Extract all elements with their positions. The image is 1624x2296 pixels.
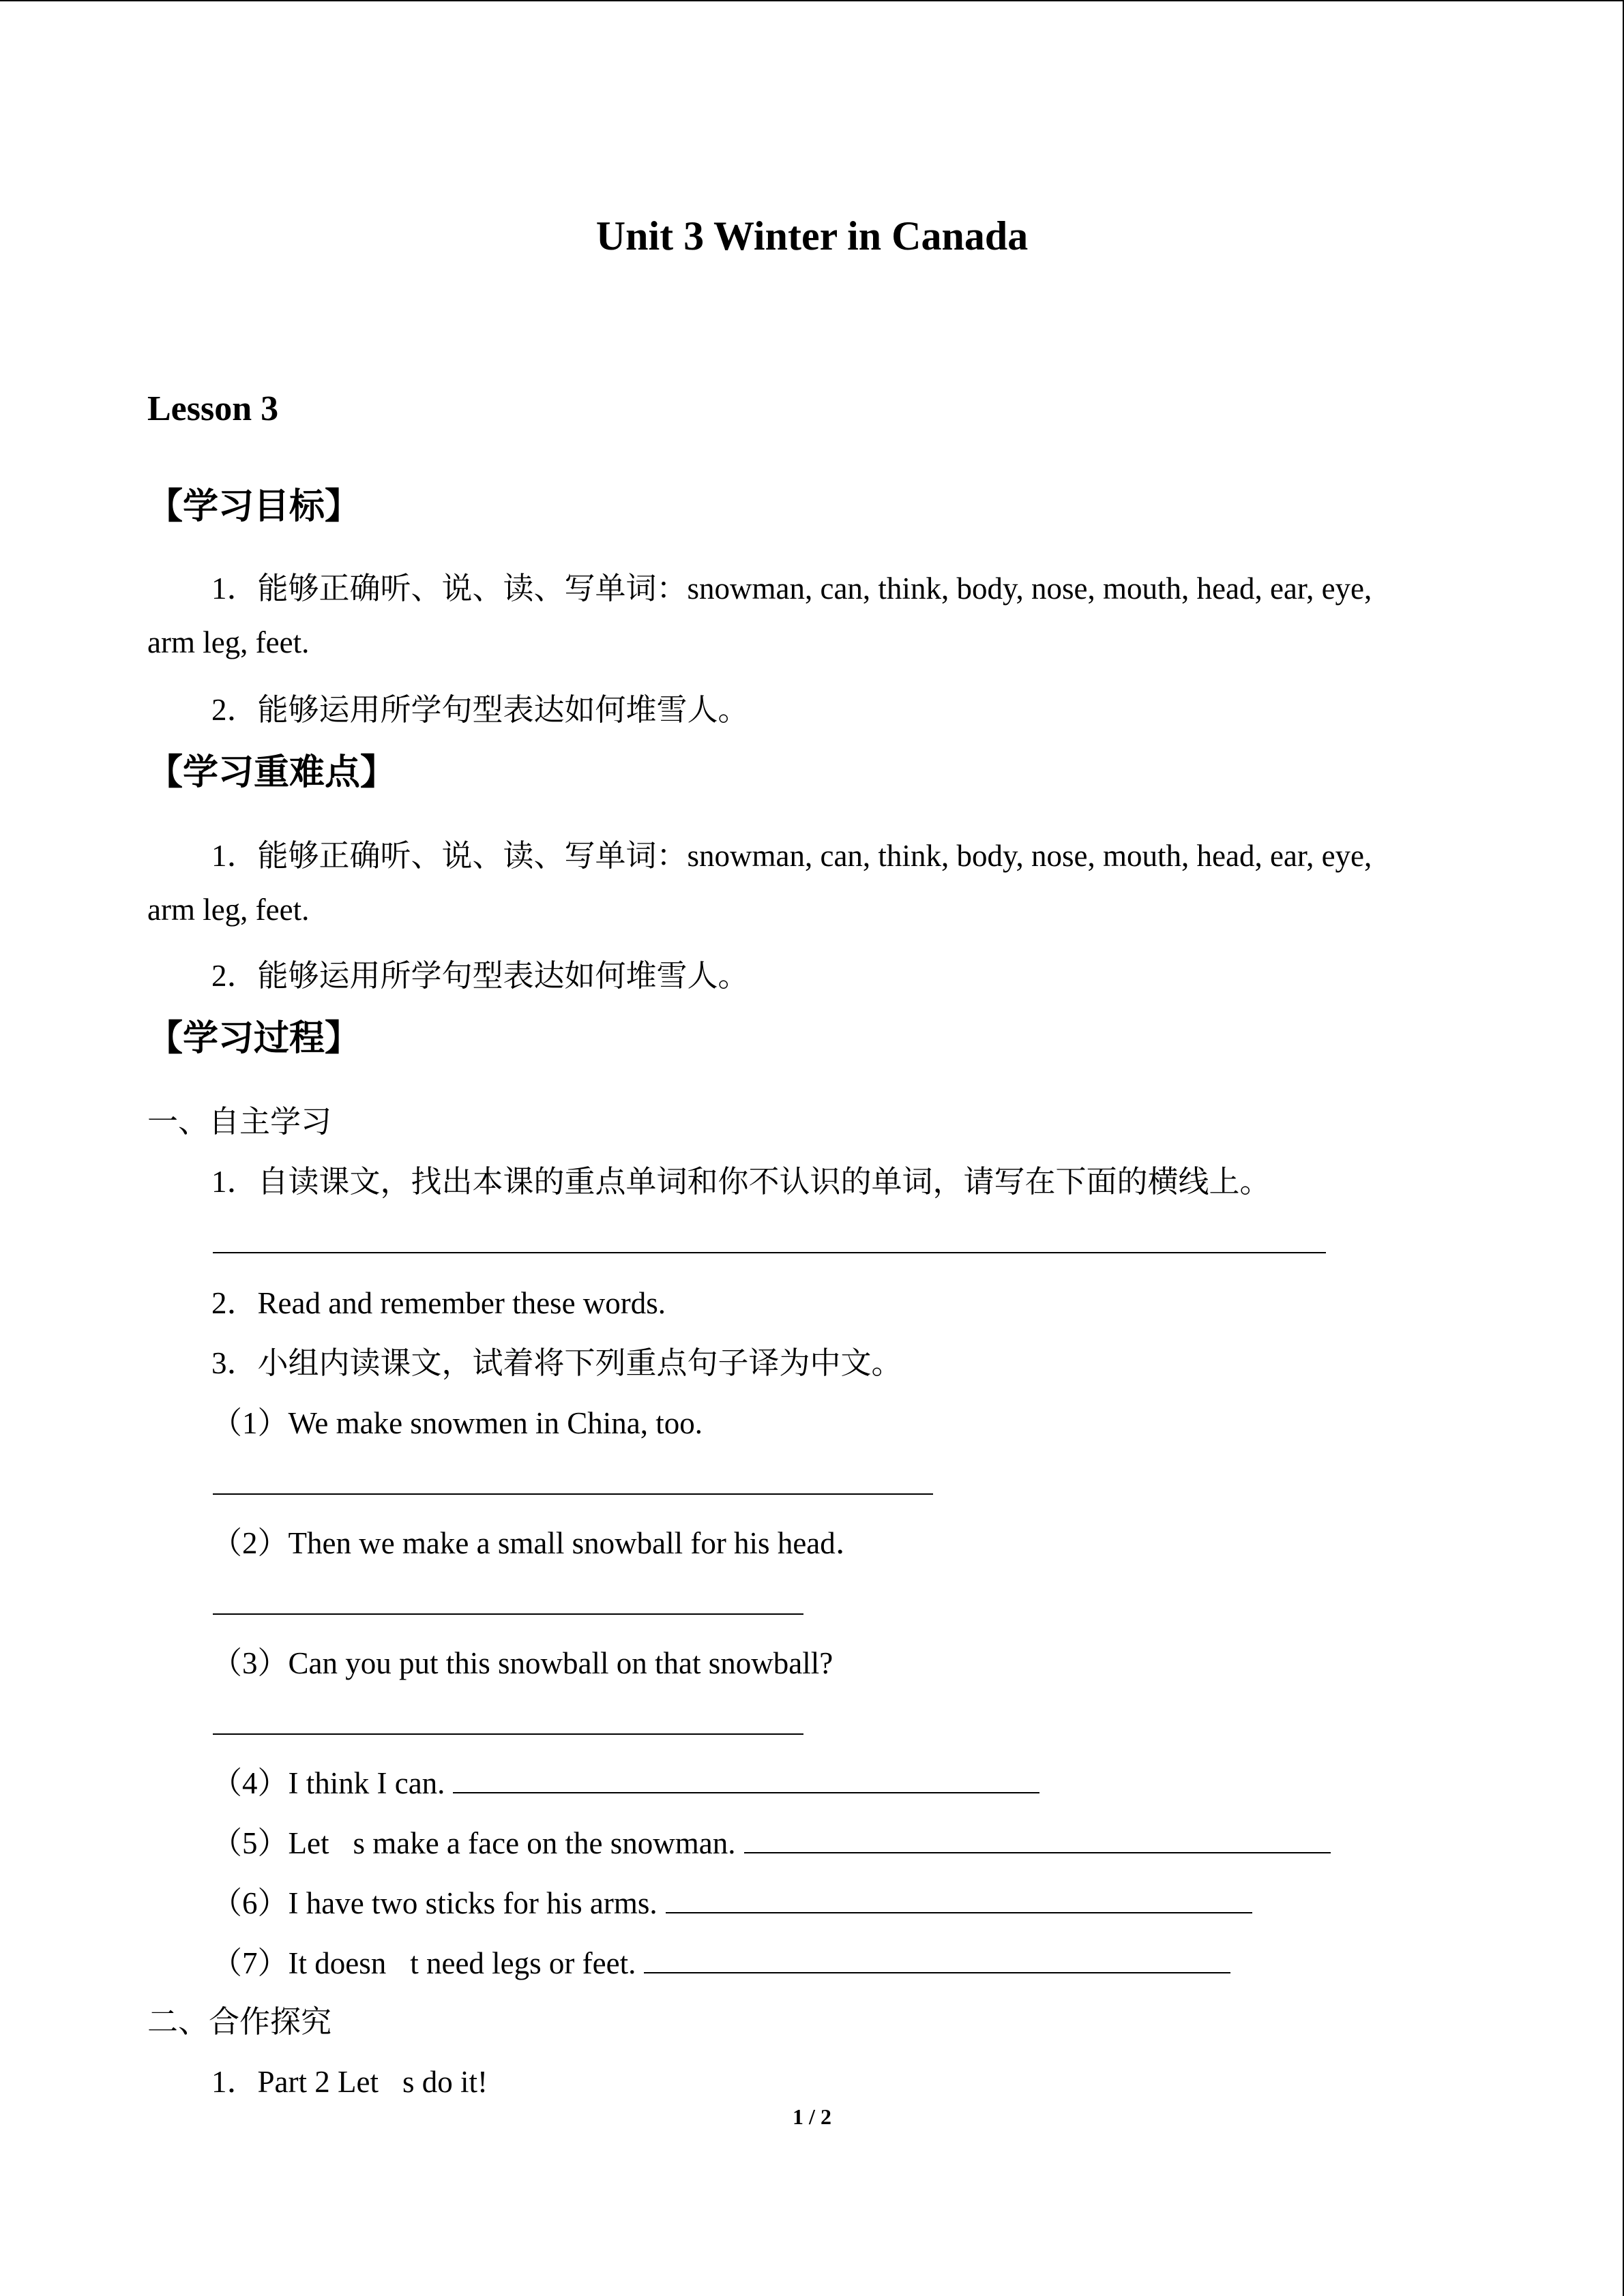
document-title: Unit 3 Winter in Canada — [595, 213, 1029, 258]
sentence-7-row — [211, 1938, 1230, 1982]
sentence-1: （1）We make snowmen in China, too. — [211, 1406, 703, 1440]
goals-item-2: 2．能够运用所学句型表达如何堆雪人。 — [211, 693, 749, 727]
key-points-heading: 【学习重难点】 — [147, 754, 396, 792]
sentence-7: （7）It doesn t need legs or feet. — [211, 1946, 636, 1980]
part-2-title: 二、合作探究 — [147, 2005, 332, 2039]
answer-line-sentence-2[interactable] — [213, 1613, 803, 1615]
sentence-5-row — [211, 1818, 1331, 1862]
sentence-4: （4）I think I can. — [211, 1766, 445, 1800]
goals-heading: 【学习目标】 — [147, 488, 361, 526]
key-points-item-1-line-2: arm leg, feet. — [147, 893, 310, 927]
page-number: 1 / 2 — [793, 2104, 831, 2129]
part-1-step-1: 1．自读课文，找出本课的重点单词和你不认识的单词，请写在下面的横线上。 — [211, 1165, 1271, 1199]
answer-line-sentence-5[interactable] — [744, 1848, 1331, 1853]
sentence-6-row — [211, 1878, 1252, 1922]
sentence-6: （6）I have two sticks for his arms. — [211, 1886, 658, 1920]
sentence-5: （5）Let s make a face on the snowman. — [211, 1826, 736, 1860]
part-1-step-2: 2．Read and remember these words. — [211, 1286, 666, 1320]
sentence-4-row — [211, 1758, 1039, 1802]
answer-line-sentence-4[interactable] — [453, 1788, 1039, 1793]
answer-line-sentence-1[interactable] — [213, 1493, 933, 1495]
answer-line-sentence-3[interactable] — [213, 1733, 803, 1735]
answer-line-words[interactable] — [213, 1252, 1326, 1253]
process-heading: 【学习过程】 — [147, 1019, 361, 1058]
answer-line-sentence-6[interactable] — [666, 1908, 1252, 1913]
goals-item-1-line-2: arm leg, feet. — [147, 625, 310, 659]
goals-item-1-line-1: 1．能够正确听、说、读、写单词：snowman, can, think, body, nose, mouth, head, ear, eye, — [211, 571, 1372, 606]
key-points-item-1-line-1: 1．能够正确听、说、读、写单词：snowman, can, think, body, nose, mouth, head, ear, eye, — [211, 839, 1372, 873]
part-1-step-3: 3．小组内读课文，试着将下列重点句子译为中文。 — [211, 1346, 902, 1380]
part-1-title: 一、自主学习 — [147, 1105, 332, 1139]
answer-line-sentence-7[interactable] — [644, 1968, 1230, 1973]
key-points-item-2: 2．能够运用所学句型表达如何堆雪人。 — [211, 959, 749, 993]
sentence-3: （3）Can you put this snowball on that snowball? — [211, 1646, 833, 1680]
lesson-label: Lesson 3 — [147, 389, 279, 428]
sentence-2: （2）Then we make a small snowball for his head． — [211, 1526, 866, 1560]
part-2-step-1: 1．Part 2 Let s do it! — [211, 2065, 488, 2099]
